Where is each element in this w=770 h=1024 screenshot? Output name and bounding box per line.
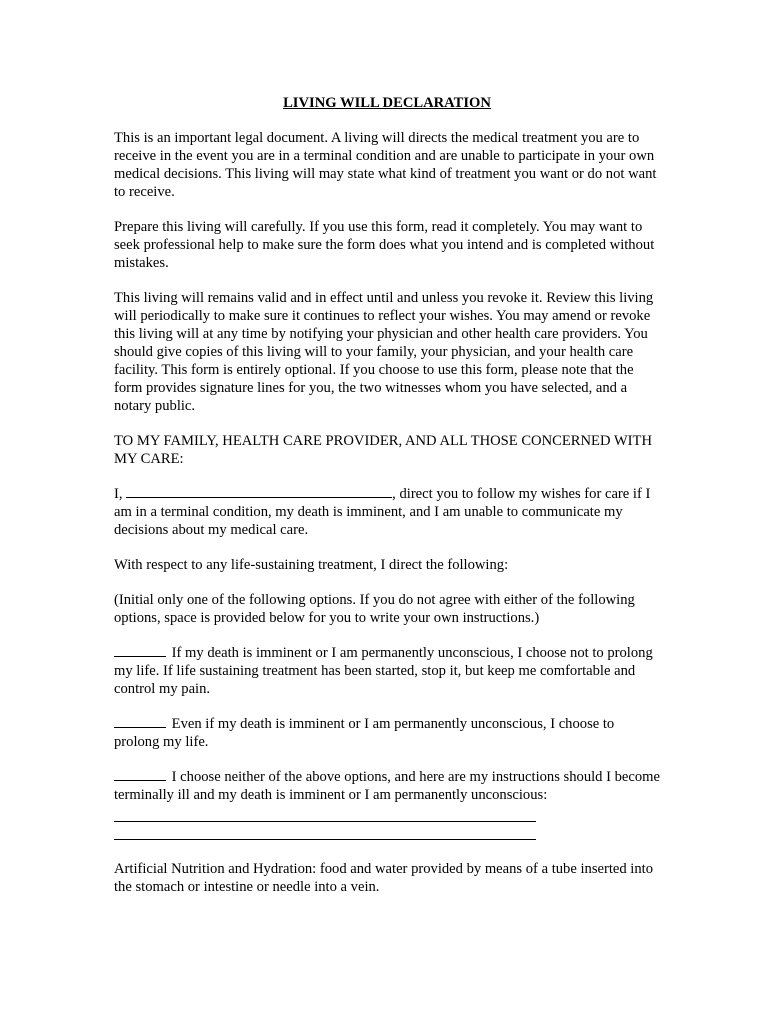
intro-paragraph-2: Prepare this living will carefully. If you use this form, read it completely. You may want to seek professional help to make sure the form does what you intend and is completed without mistakes. bbox=[114, 219, 655, 271]
option-3 bbox=[114, 768, 660, 804]
declarant-suffix: , direct you to follow my wishes for care if I am in a terminal condition, my death is imminent, and I am unable to communicate my decisions about my medical care. bbox=[114, 486, 651, 538]
custom-instructions-line-2[interactable] bbox=[114, 822, 536, 840]
declarant-prefix: I, bbox=[114, 486, 123, 502]
document-page bbox=[114, 94, 660, 913]
custom-instructions-line-1[interactable] bbox=[114, 804, 536, 822]
intro-paragraph-1: This is an important legal document. A living will directs the medical treatment you are to receive in the event you are in a terminal condition and are unable to participate in your own medical decisions. This living will may state what kind of treatment you want or do not want to receive. bbox=[114, 130, 657, 200]
intro-paragraph-3: This living will remains valid and in effect until and unless you revoke it. Review this living will periodically to make sure it continues to reflect your wishes. You may amend or revoke this living will at any time by notifying your physician and other health care providers. You should give copies of this living will to your family, your physician, and your health care facility. This form is entirely optional. If you choose to use this form, please note that the form provides signature lines for you, the two witnesses whom you have selected, and a notary public. bbox=[114, 290, 654, 414]
option-2-text: Even if my death is imminent or I am permanently unconscious, I choose to prolong my life. bbox=[114, 716, 615, 750]
options-instruction: (Initial only one of the following options. If you do not agree with either of the following options, space is provided below for you to write your own instructions.) bbox=[114, 592, 635, 626]
option-2-initial-field[interactable] bbox=[114, 715, 166, 728]
treatment-intro: With respect to any life-sustaining treatment, I direct the following: bbox=[114, 557, 509, 573]
option-1 bbox=[114, 644, 660, 698]
option-3-initial-field[interactable] bbox=[114, 768, 166, 781]
option-3-text: I choose neither of the above options, and here are my instructions should I become terminally ill and my death is imminent or I am permanently unconscious: bbox=[114, 769, 660, 803]
option-1-initial-field[interactable] bbox=[114, 644, 166, 657]
option-2 bbox=[114, 715, 660, 751]
address-line: TO MY FAMILY, HEALTH CARE PROVIDER, AND ALL THOSE CONCERNED WITH MY CARE: bbox=[114, 433, 652, 467]
declarant-name-field[interactable] bbox=[126, 485, 392, 498]
declarant-paragraph bbox=[114, 485, 660, 539]
nutrition-definition: Artificial Nutrition and Hydration: food and water provided by means of a tube inserted into the stomach or intestine or needle into a vein. bbox=[114, 861, 654, 895]
option-1-text: If my death is imminent or I am permanently unconscious, I choose not to prolong my life. If life sustaining treatment has been started, stop it, but keep me comfortable and control my pain. bbox=[114, 645, 653, 697]
document-title: LIVING WILL DECLARATION bbox=[283, 95, 491, 111]
